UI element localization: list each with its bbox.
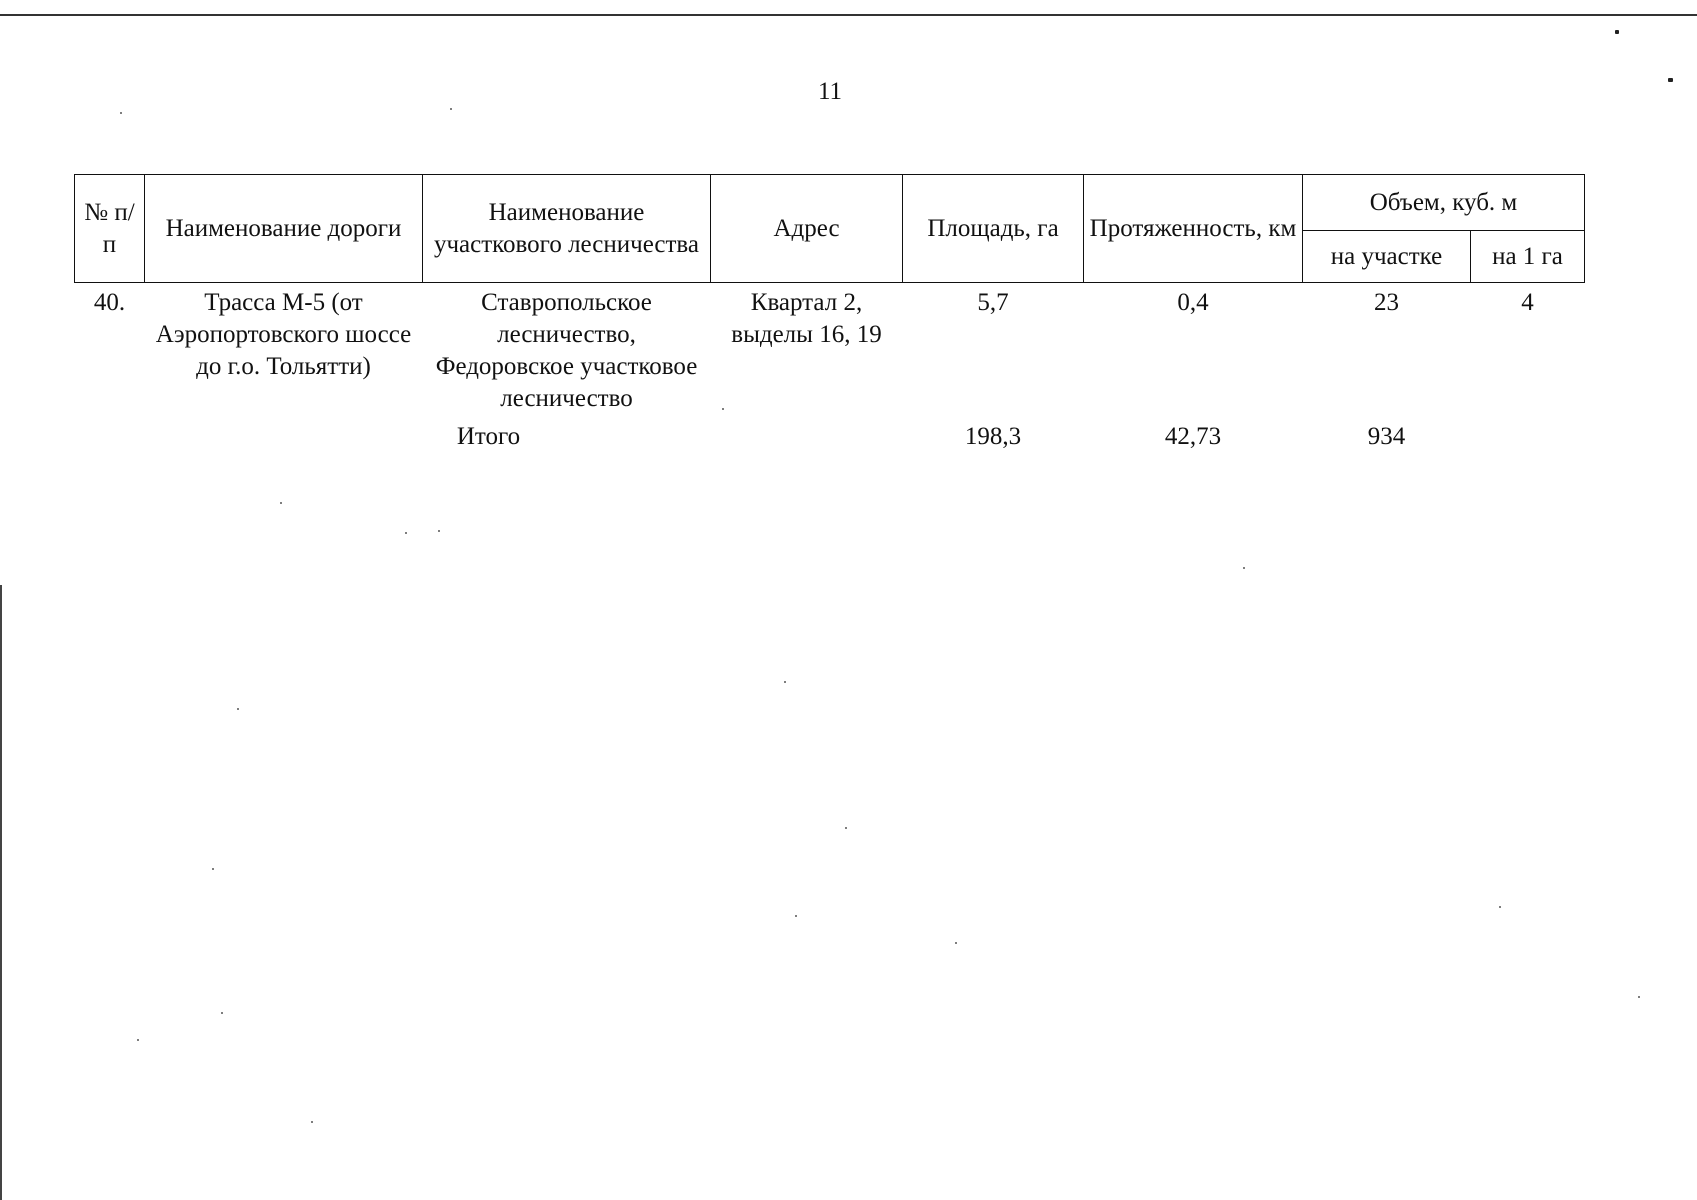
header-area: Площадь, га xyxy=(903,175,1084,283)
total-row xyxy=(75,417,1585,455)
page-number: 11 xyxy=(817,78,843,105)
cell-length: 0,4 xyxy=(1177,289,1209,316)
cell-road-name: Трасса М-5 (от Аэропортовского шоссе до г.о. Тольятти) xyxy=(155,289,412,380)
total-volume-per-ha xyxy=(1471,417,1585,455)
scan-speck xyxy=(1499,906,1501,908)
cell-volume-plot: 23 xyxy=(1374,289,1399,316)
scan-speck xyxy=(795,915,797,917)
top-border-line xyxy=(0,14,1697,16)
scan-speck xyxy=(120,112,122,114)
scan-speck xyxy=(311,1121,313,1123)
scan-speck xyxy=(1615,30,1619,34)
cell-number: 40. xyxy=(93,289,126,316)
scan-speck xyxy=(280,502,282,504)
scan-speck xyxy=(450,108,452,110)
scan-speck xyxy=(784,681,786,683)
header-volume-per-ha: на 1 га xyxy=(1471,231,1585,283)
header-forestry-name: Наименование участкового лесничества xyxy=(423,175,711,283)
scan-speck xyxy=(221,1012,223,1014)
header-volume-group: Объем, куб. м xyxy=(1303,175,1585,231)
total-label: Итого xyxy=(456,423,521,450)
total-volume-plot: 934 xyxy=(1367,423,1406,450)
header-volume-plot: на участке xyxy=(1303,231,1471,283)
scan-speck xyxy=(1668,78,1673,82)
scan-speck xyxy=(722,408,724,410)
scan-speck xyxy=(845,827,847,829)
header-length: Протяженность, км xyxy=(1084,175,1303,283)
scan-speck xyxy=(237,708,239,710)
cell-volume-per-ha: 4 xyxy=(1521,289,1534,316)
scan-speck xyxy=(1638,996,1640,998)
scan-speck xyxy=(438,530,440,532)
cell-area: 5,7 xyxy=(977,289,1009,316)
table-row xyxy=(75,283,1585,418)
cell-address: Квартал 2, выделы 16, 19 xyxy=(731,289,882,348)
scan-speck xyxy=(137,1039,139,1041)
scan-speck xyxy=(1243,567,1245,569)
header-number: № п/п xyxy=(75,175,145,283)
roads-table xyxy=(74,174,1585,455)
cell-forestry-name: Ставропольское лесничество, Федоровское участковое лесничество xyxy=(435,289,698,412)
total-length: 42,73 xyxy=(1164,423,1222,450)
total-area: 198,3 xyxy=(964,423,1022,450)
scan-speck xyxy=(405,532,407,534)
header-address: Адрес xyxy=(711,175,903,283)
scan-speck xyxy=(212,868,214,870)
header-road-name: Наименование дороги xyxy=(145,175,423,283)
left-border-line xyxy=(0,585,2,1200)
scan-speck xyxy=(955,942,957,944)
